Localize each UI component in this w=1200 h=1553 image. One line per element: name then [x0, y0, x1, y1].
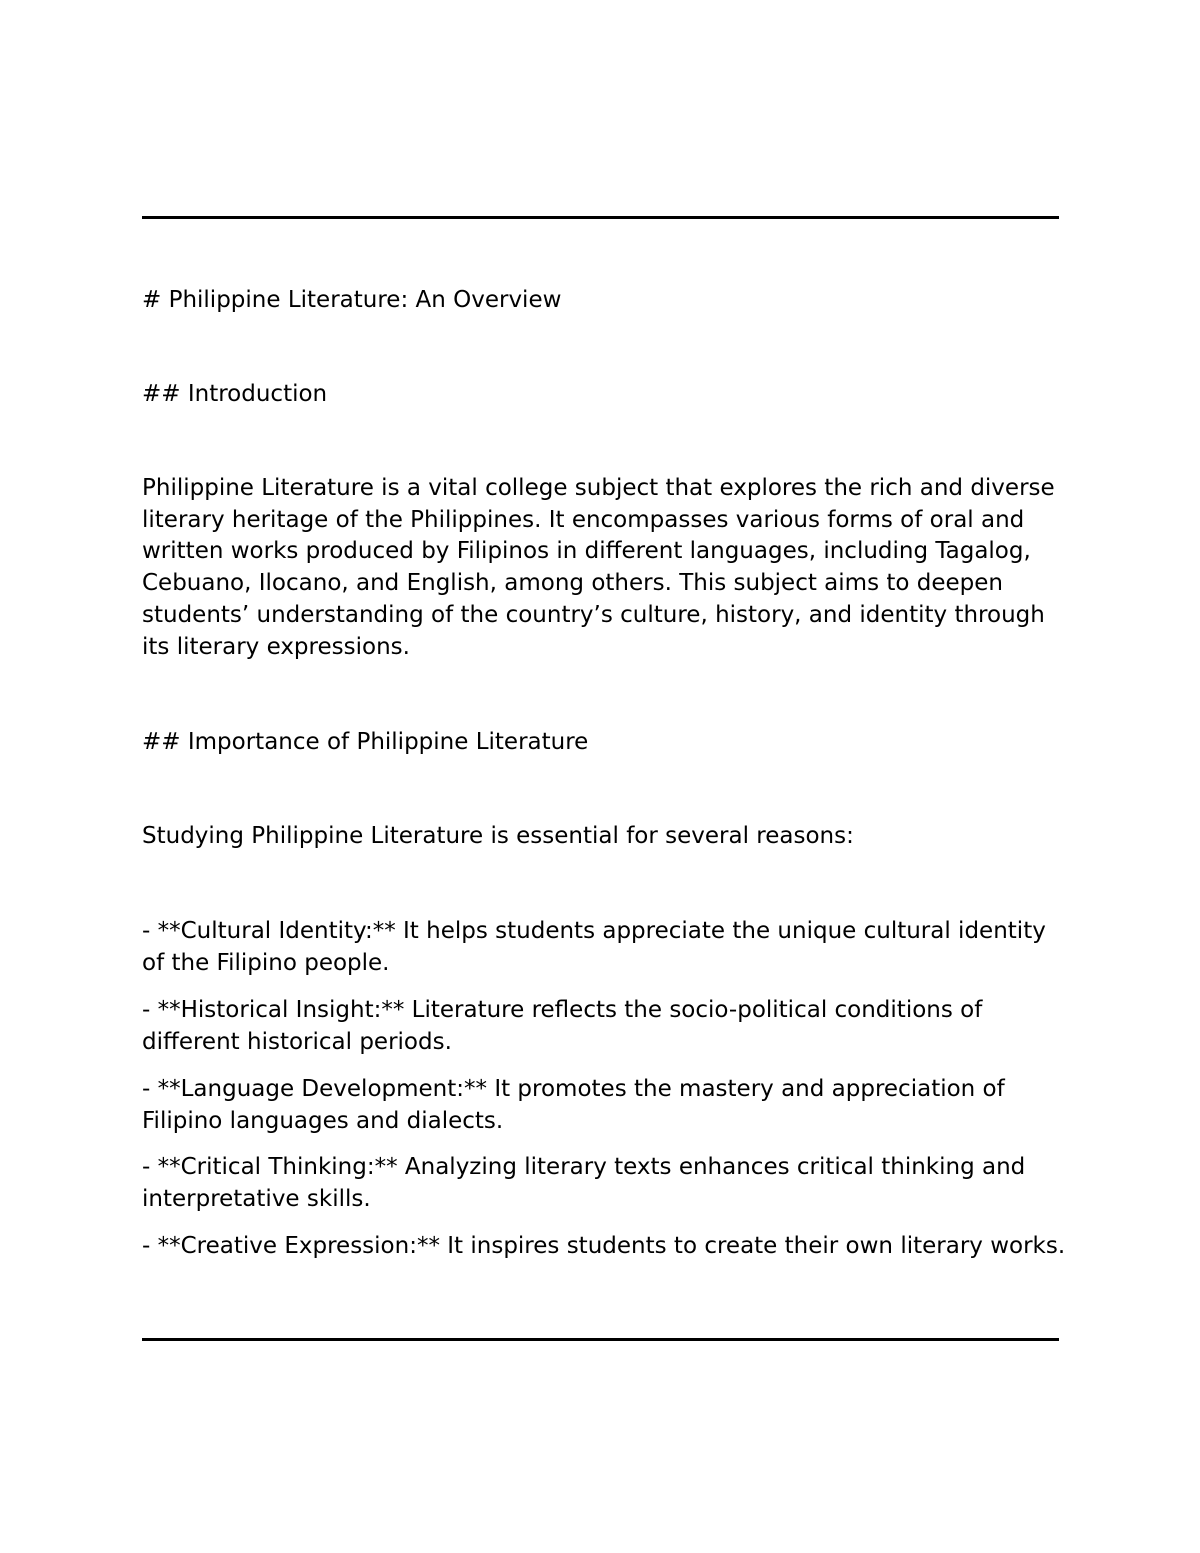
top-divider: [142, 216, 1059, 219]
list-item-historical-insight: - **Historical Insight:** Literature reflects the socio-political conditions of different historical periods.: [142, 997, 983, 1055]
intro-heading: ## Introduction: [142, 381, 328, 407]
list-item-language-development: - **Language Development:** It promotes the mastery and appreciation of Filipino languages and dialects.: [142, 1076, 1005, 1134]
list-item-critical-thinking: - **Critical Thinking:** Analyzing literary texts enhances critical thinking and interpretative skills.: [142, 1154, 1026, 1212]
list-item-creative-expression: - **Creative Expression:** It inspires students to create their own literary works.: [142, 1233, 1066, 1259]
intro-paragraph: Philippine Literature is a vital college subject that explores the rich and diverse literary heritage of the Philippines. It encompasses various forms of oral and written works produced by Filipinos in different languages, including Tagalog, Cebuano, Ilocano, and English, among others. This subject aims to deepen students’ understanding of the country’s culture, history, and identity through its literary expressions.: [142, 475, 1055, 660]
bottom-divider: [142, 1338, 1059, 1341]
document-title: # Philippine Literature: An Overview: [142, 287, 562, 313]
list-item-cultural-identity: - **Cultural Identity:** It helps students appreciate the unique cultural identity of the Filipino people.: [142, 918, 1046, 976]
importance-heading: ## Importance of Philippine Literature: [142, 729, 589, 755]
importance-lead: Studying Philippine Literature is essential for several reasons:: [142, 823, 854, 849]
